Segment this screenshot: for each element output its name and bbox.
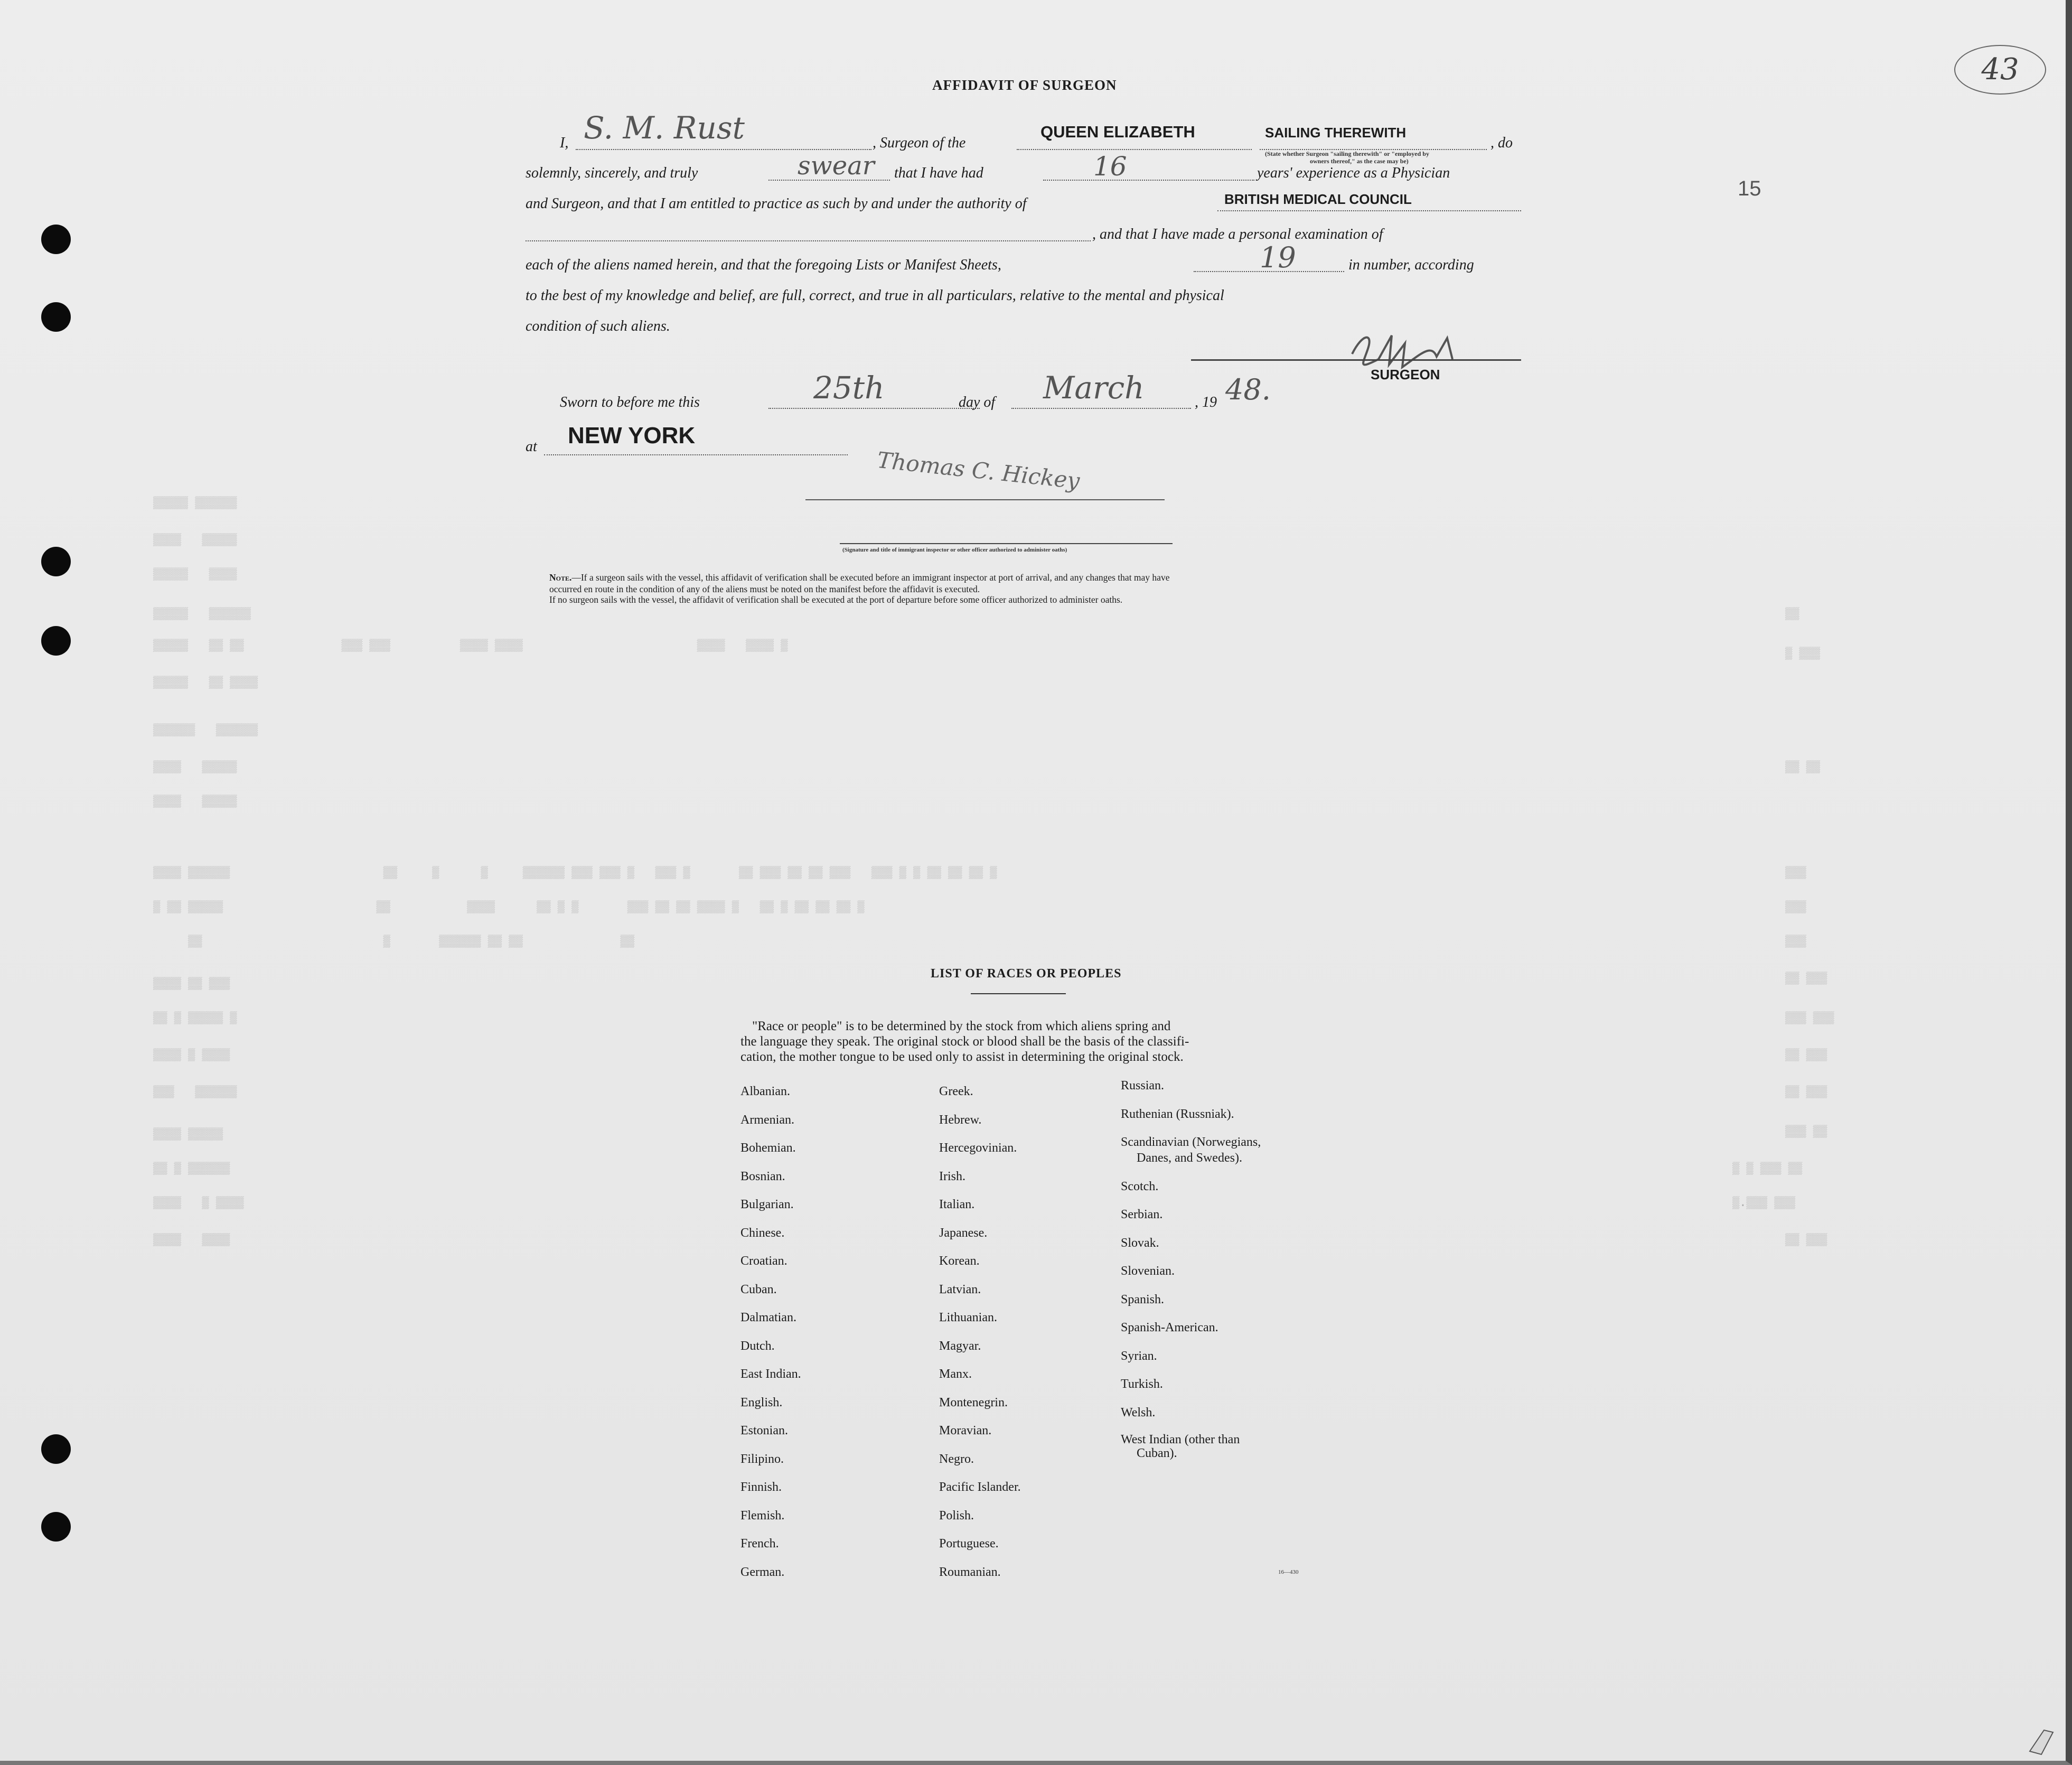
capacity-note-2: owners thereof," as the case may be) bbox=[1310, 157, 1409, 165]
race-item: Korean. bbox=[939, 1254, 980, 1268]
text-sworn: Sworn to before me this bbox=[560, 394, 700, 410]
race-item: Estonian. bbox=[740, 1424, 788, 1437]
race-item: Italian. bbox=[939, 1198, 975, 1211]
race-item: Japanese. bbox=[939, 1226, 988, 1240]
race-item: Bulgarian. bbox=[740, 1198, 794, 1211]
race-item: Polish. bbox=[939, 1508, 974, 1523]
race-item: Serbian. bbox=[1121, 1208, 1163, 1221]
races-title-rule bbox=[971, 993, 1066, 994]
race-item: Turkish. bbox=[1121, 1377, 1163, 1391]
text-each-of-aliens: each of the aliens named herein, and that the foregoing Lists or Manifest Sheets, bbox=[526, 257, 1001, 273]
race-item: Cuban. bbox=[740, 1282, 777, 1296]
surgeon-label: SURGEON bbox=[1371, 367, 1440, 382]
race-item: Bosnian. bbox=[740, 1169, 785, 1183]
races-intro-line-1: "Race or people" is to be determined by the stock from which aliens spring and bbox=[752, 1019, 1171, 1033]
text-i-have-had: that I have had bbox=[894, 165, 983, 181]
races-title: LIST OF RACES OR PEOPLES bbox=[931, 967, 1122, 980]
side-number: 15 bbox=[1738, 177, 1761, 200]
text-in-number: in number, according bbox=[1348, 257, 1474, 273]
race-item: Lithuanian. bbox=[939, 1311, 997, 1324]
sheets-value: 19 bbox=[1260, 241, 1296, 274]
race-item: Dutch. bbox=[740, 1339, 775, 1353]
race-item: Greek. bbox=[939, 1085, 973, 1098]
note-line-1 bbox=[549, 572, 1169, 583]
day-line bbox=[768, 408, 980, 409]
races-column-3 bbox=[1121, 1078, 1261, 1460]
race-item: French. bbox=[740, 1537, 779, 1551]
race-item: Magyar. bbox=[939, 1339, 981, 1353]
race-item: English. bbox=[740, 1395, 783, 1409]
text-best-of-knowledge: to the best of my knowledge and belief, are full, correct, and true in all particulars, relative to the mental and physical bbox=[526, 287, 1224, 304]
race-item: Negro. bbox=[939, 1452, 974, 1466]
ship-name: QUEEN ELIZABETH bbox=[1040, 123, 1195, 141]
page-corner-icon bbox=[2026, 1725, 2057, 1757]
officer-caption-line bbox=[840, 543, 1173, 544]
month-line bbox=[1011, 408, 1191, 409]
race-item: Manx. bbox=[939, 1367, 972, 1381]
race-item: Irish. bbox=[939, 1169, 965, 1183]
race-item: Danes, and Swedes). bbox=[1137, 1151, 1242, 1165]
text-personal-exam: , and that I have made a personal examination of bbox=[1092, 226, 1383, 242]
bleed-through-text: ▒▒▒▒▒ ▒▒▒▒▒▒ ▒▒▒▒ ▒▒▒▒▒ ▒▒▒▒▒ ▒▒▒▒ ▒▒▒▒▒ ▒▒▒▒▒▒ ▒▒▒▒▒ ▒▒ ▒▒ ▒▒▒ ▒▒▒ ▒▒▒▒ ▒▒▒▒ ▒▒▒▒ ▒▒▒▒ ▒ ▒▒▒▒▒ ▒▒ ▒▒▒▒ ▒▒▒▒▒▒ ▒▒▒▒▒▒ ▒▒▒▒ ▒▒▒▒▒ ▒▒▒▒ ▒▒▒▒▒ ▒▒▒▒ ▒▒▒▒▒▒ ▒▒ ▒ ▒ ▒▒▒▒▒▒ ▒▒▒ ▒▒▒ ▒ ▒▒▒ ▒ ▒▒ ▒▒▒ ▒▒ ▒▒ ▒▒▒ ▒▒▒ ▒ ▒ ▒▒ ▒▒ ▒▒ ▒ ▒ ▒▒ ▒▒▒▒▒ ▒▒ ▒▒▒▒ ▒▒ ▒ ▒ ▒▒▒ ▒▒ ▒▒ ▒▒▒▒ ▒ ▒▒ ▒ ▒▒ ▒▒ ▒▒ ▒ ▒▒ ▒ ▒▒▒▒▒▒ ▒▒ ▒▒ ▒▒ ▒▒▒▒ ▒▒ ▒▒▒ ▒▒ ▒ ▒▒▒▒▒ ▒ ▒▒▒▒ ▒ ▒▒▒▒ ▒▒▒ ▒▒▒▒▒▒ ▒▒▒▒ ▒▒▒▒▒ ▒▒ ▒ ▒▒▒▒▒▒ ▒▒▒▒ ▒ ▒▒▒▒ ▒▒▒▒ ▒▒▒▒ ▒▒ ▒ ▒▒▒ ▒▒ ▒▒ ▒▒▒ ▒▒▒ ▒▒▒ ▒▒ ▒▒▒ ▒▒▒ ▒▒▒ ▒▒ ▒▒▒ ▒▒ ▒▒▒ ▒▒▒ ▒▒ ▒ ▒ ▒▒▒ ▒▒ ▒.▒▒▒ ▒▒▒ ▒▒ ▒▒▒ bbox=[153, 497, 1834, 1247]
officer-signature: Thomas C. Hickey bbox=[876, 447, 1081, 494]
text-at: at bbox=[526, 438, 537, 455]
surgeon-name: S. M. Rust bbox=[584, 110, 745, 146]
races-intro-line-2: the language they speak. The original stock or blood shall be the basis of the classifi- bbox=[740, 1034, 1189, 1049]
text-day-of: day of bbox=[959, 394, 996, 410]
sworn-day: 25th bbox=[813, 370, 885, 406]
race-item: Roumanian. bbox=[939, 1565, 1001, 1579]
races-intro-line-3: cation, the mother tongue to be used only to assist in determining the original stock. bbox=[740, 1050, 1184, 1064]
place: NEW YORK bbox=[568, 423, 696, 449]
race-item: Flemish. bbox=[740, 1508, 785, 1523]
races-column-2 bbox=[939, 1078, 1021, 1586]
ship-name-line bbox=[1017, 149, 1252, 150]
races-intro bbox=[740, 1019, 1189, 1064]
place-line bbox=[544, 454, 848, 455]
race-item: Slovak. bbox=[1121, 1236, 1159, 1250]
race-item: Scandinavian (Norwegians, bbox=[1121, 1135, 1261, 1149]
text-surgeon-of: , Surgeon of the bbox=[873, 135, 966, 151]
race-item: Ruthenian (Russniak). bbox=[1121, 1107, 1234, 1121]
race-item: Slovenian. bbox=[1121, 1264, 1175, 1278]
race-item: Finnish. bbox=[740, 1480, 782, 1494]
note-line-3: If no surgeon sails with the vessel, the affidavit of verification shall be executed at the port of departure before some officer authorized to administer oaths. bbox=[549, 594, 1123, 605]
form-number: 16—430 bbox=[1278, 1569, 1299, 1575]
race-item: Welsh. bbox=[1121, 1405, 1156, 1420]
authority: BRITISH MEDICAL COUNCIL bbox=[1224, 191, 1412, 207]
race-item: Moravian. bbox=[939, 1424, 992, 1437]
text-and-surgeon: and Surgeon, and that I am entitled to practice as such by and under the authority of bbox=[526, 195, 1027, 212]
note-lead: Note. bbox=[549, 572, 572, 583]
text-solemnly: solemnly, sincerely, and truly bbox=[526, 165, 698, 181]
note-line-2: occurred en route in the condition of any of the aliens must be noted on the manifest before the affidavit is executed. bbox=[549, 584, 980, 594]
race-item: Pacific Islander. bbox=[939, 1480, 1021, 1494]
oath-word: swear bbox=[798, 151, 875, 181]
race-item: Chinese. bbox=[740, 1226, 785, 1240]
officer-signature-line bbox=[805, 499, 1165, 500]
race-item: Latvian. bbox=[939, 1282, 981, 1296]
text-years-experience: years' experience as a Physician bbox=[1257, 165, 1450, 181]
race-item: East Indian. bbox=[740, 1367, 801, 1381]
race-item: Hercegovinian. bbox=[939, 1141, 1017, 1155]
race-item: German. bbox=[740, 1565, 785, 1579]
race-item: Portuguese. bbox=[939, 1537, 999, 1551]
race-item: Bohemian. bbox=[740, 1141, 796, 1155]
race-item: Filipino. bbox=[740, 1452, 784, 1466]
surgeon-signature-line bbox=[1191, 359, 1521, 361]
race-item: Spanish. bbox=[1121, 1292, 1165, 1306]
page-number: 43 bbox=[1954, 45, 2046, 95]
race-item: Spanish-American. bbox=[1121, 1321, 1218, 1334]
authority-line bbox=[1217, 210, 1521, 211]
race-item: Armenian. bbox=[740, 1113, 794, 1127]
race-item: Russian. bbox=[1121, 1079, 1165, 1092]
race-item: Montenegrin. bbox=[939, 1395, 1008, 1409]
authority-line-2 bbox=[526, 240, 1091, 241]
text-i: I, bbox=[560, 135, 569, 151]
races-column-1 bbox=[740, 1078, 801, 1586]
race-item: Scotch. bbox=[1121, 1179, 1159, 1193]
affidavit-title: AFFIDAVIT OF SURGEON bbox=[932, 77, 1117, 93]
race-item: Dalmatian. bbox=[740, 1311, 796, 1324]
capacity-note: (State whether Surgeon "sailing therewith" or "employed by bbox=[1265, 150, 1429, 157]
surgeon-name-line bbox=[576, 149, 871, 150]
capacity: SAILING THEREWITH bbox=[1265, 125, 1407, 141]
text-do: , do bbox=[1490, 135, 1513, 151]
race-item: Albanian. bbox=[740, 1085, 790, 1098]
sworn-year: 48. bbox=[1225, 373, 1271, 406]
officer-caption: (Signature and title of immigrant inspector or other officer authorized to administer oaths) bbox=[842, 547, 1067, 553]
race-item: West Indian (other than bbox=[1121, 1433, 1240, 1446]
race-item: Syrian. bbox=[1121, 1349, 1157, 1363]
note-text-1: —If a surgeon sails with the vessel, this affidavit of verification shall be executed before an immigrant inspector at port of arrival, and any changes that may have bbox=[571, 572, 1170, 583]
race-item: Croatian. bbox=[740, 1254, 787, 1268]
years-value: 16 bbox=[1093, 151, 1127, 182]
text-year-prefix: , 19 bbox=[1195, 394, 1217, 410]
text-condition: condition of such aliens. bbox=[526, 318, 670, 334]
race-item: Cuban). bbox=[1137, 1446, 1177, 1460]
years-line bbox=[1043, 180, 1254, 181]
sworn-month: March bbox=[1043, 370, 1145, 406]
race-item: Hebrew. bbox=[939, 1113, 982, 1127]
